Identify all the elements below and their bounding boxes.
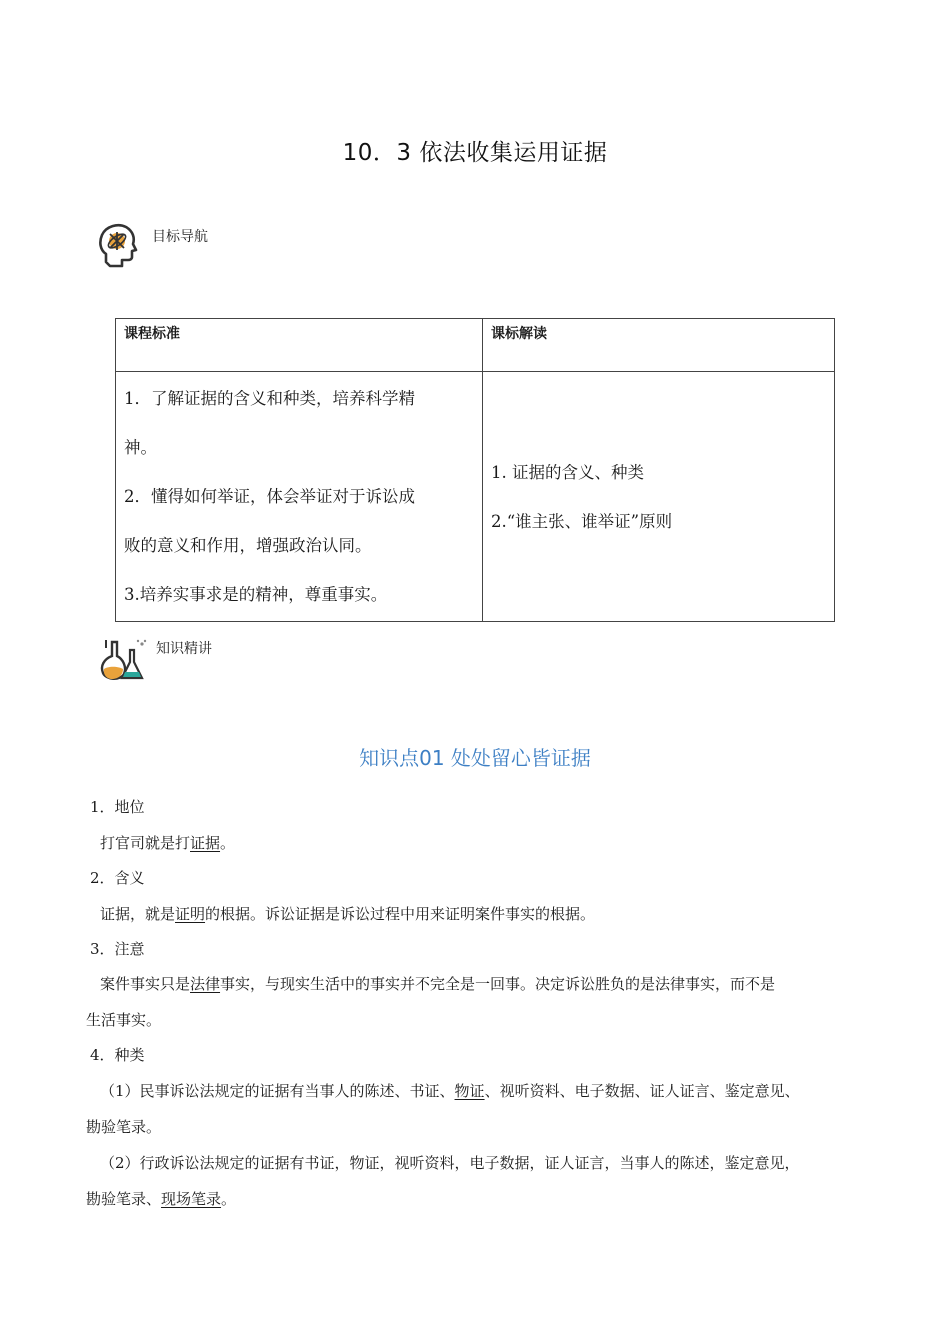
standard-line: 败的意义和作用，增强政治认同。	[124, 536, 372, 555]
nav-label: 目标导航	[152, 229, 208, 245]
standards-cell	[116, 372, 483, 622]
underlined-term: 证据	[190, 834, 221, 852]
section-heading: 3．注意	[90, 940, 145, 958]
interpretation-line: 1. 证据的含义、种类	[491, 462, 644, 482]
text-run: （1）民事诉讼法规定的证据有当事人的陈述、书证、	[100, 1082, 455, 1100]
standard-line: 2．懂得如何举证，体会举证对于诉讼成	[124, 487, 415, 506]
paragraph-continuation: 生活事实。	[86, 1011, 162, 1029]
paragraph	[100, 832, 235, 853]
underlined-term: 证明	[175, 905, 206, 923]
underlined-term: 现场笔录	[161, 1190, 222, 1208]
standard-line: 3.培养实事求是的精神，尊重事实。	[124, 585, 388, 604]
paragraph: （2）行政诉讼法规定的证据有书证，物证，视听资料，电子数据，证人证言，当事人的陈述，鉴定意见，	[100, 1154, 800, 1172]
paragraph	[100, 973, 775, 994]
paragraph-continuation	[86, 1188, 236, 1209]
text-run: 案件事实只是	[100, 975, 191, 993]
knowledge-point-title: 知识点01 处处留心皆证据	[359, 746, 591, 770]
text-run: 事实，与现实生活中的事实并不完全是一回事。决定诉讼胜负的是法律事实，而不是	[220, 975, 776, 993]
interpretation-line: 2.“谁主张、谁举证”原则	[491, 511, 673, 531]
underlined-term: 法律	[190, 975, 221, 993]
text-run: 勘验笔录、	[86, 1190, 162, 1208]
text-run: 。	[221, 1190, 237, 1208]
text-run: 证据，就是	[100, 905, 176, 923]
standard-line: 1．了解证据的含义和种类，培养科学精	[124, 389, 415, 408]
section-heading: 2．含义	[90, 869, 145, 887]
page-title: 10．3 依法收集运用证据	[342, 140, 608, 166]
knowledge-label: 知识精讲	[156, 641, 212, 657]
course-standards-table	[115, 318, 835, 622]
interpretation-cell	[483, 372, 835, 622]
section-heading: 1．地位	[90, 798, 145, 816]
text-run: 打官司就是打	[100, 834, 191, 852]
lab-flask-icon	[98, 636, 150, 682]
text-run: 、视听资料、电子数据、证人证言、鉴定意见、	[484, 1082, 800, 1100]
paragraph-continuation: 勘验笔录。	[86, 1118, 162, 1136]
paragraph	[100, 903, 595, 924]
text-run: 。	[220, 834, 236, 852]
paragraph	[100, 1080, 800, 1101]
head-brain-icon	[98, 222, 138, 268]
table-header-interpretation: 课标解读	[483, 319, 835, 372]
standard-line: 神。	[124, 438, 157, 457]
text-run: 的根据。诉讼证据是诉讼过程中用来证明案件事实的根据。	[205, 905, 596, 923]
underlined-term: 物证	[454, 1082, 485, 1100]
table-header-standard: 课程标准	[116, 319, 483, 372]
section-heading: 4．种类	[90, 1046, 145, 1064]
